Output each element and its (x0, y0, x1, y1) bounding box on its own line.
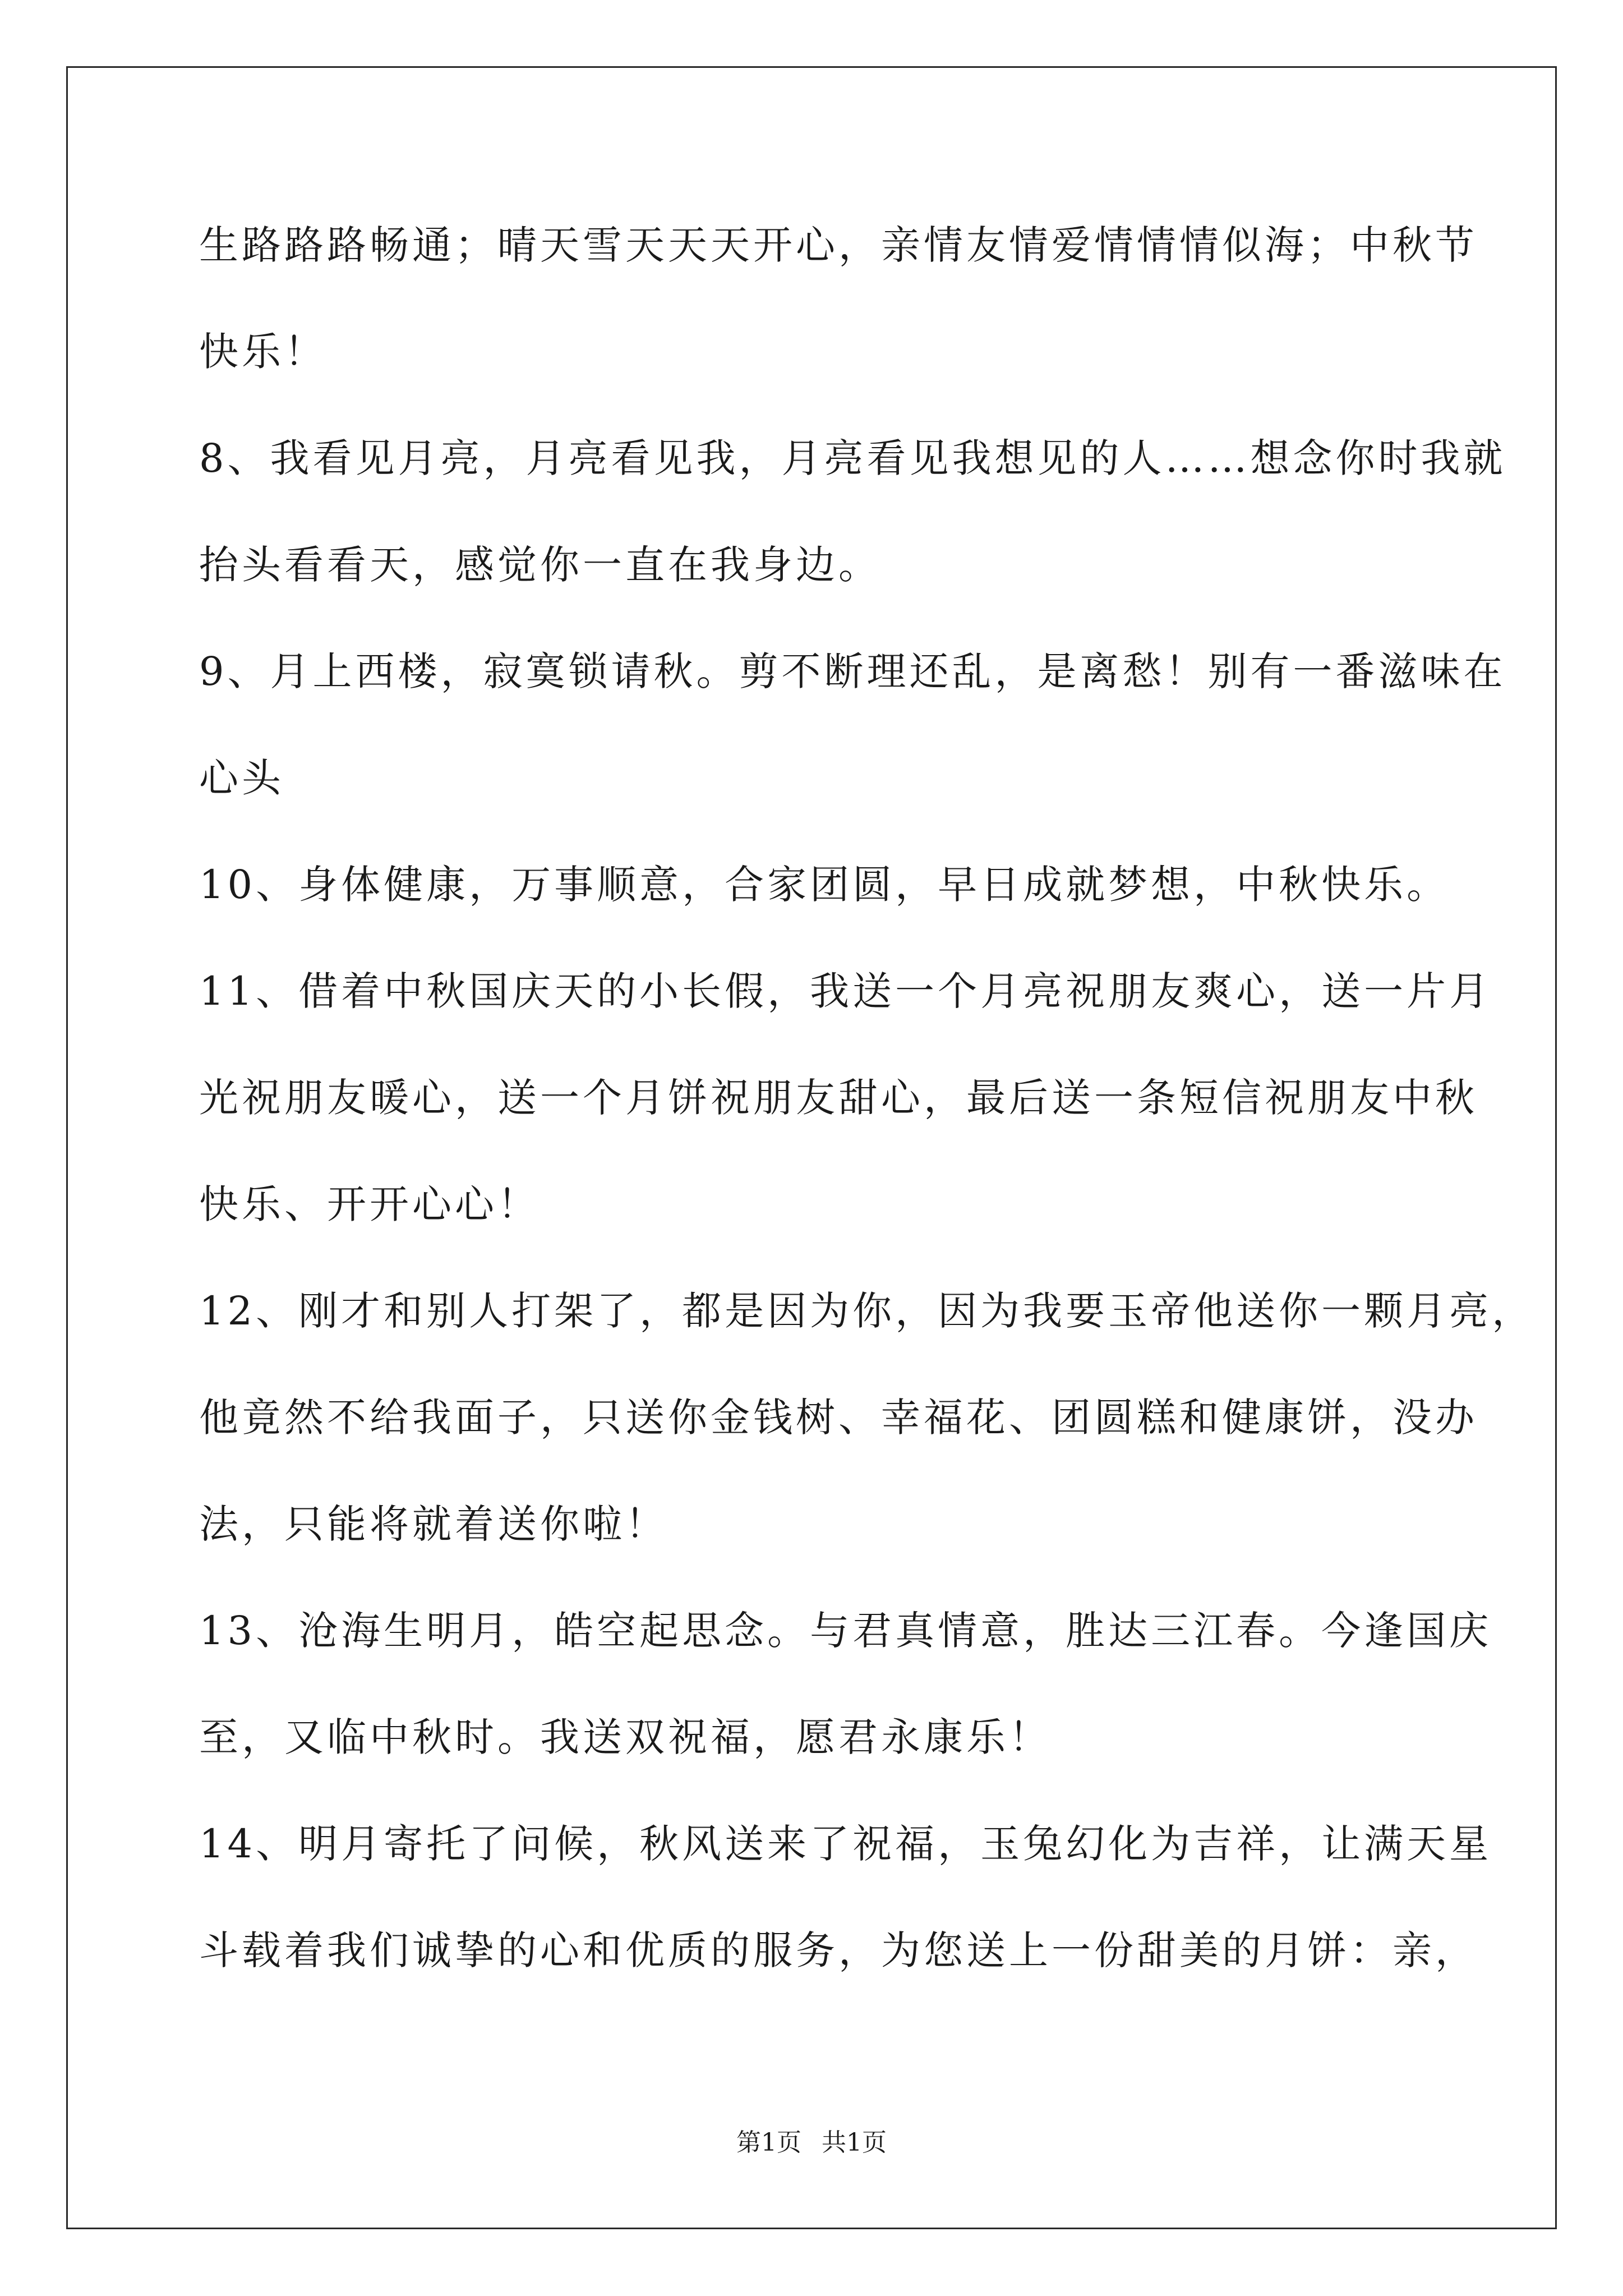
text-line: 斗载着我们诚挚的心和优质的服务，为您送上一份甜美的月饼：亲， (199, 1927, 1478, 1973)
text-line: 快乐！ (199, 329, 327, 375)
page-number: 第1页 (736, 2128, 801, 2157)
text-line: 12、刚才和别人打架了，都是因为你，因为我要玉帝他送你一颗月亮， (199, 1288, 1535, 1334)
text-line: 法，只能将就着送你啦！ (199, 1501, 668, 1547)
text-line: 13、沧海生明月，皓空起思念。与君真情意，胜达三江春。今逢国庆 (199, 1608, 1492, 1654)
text-line: 8、我看见月亮，月亮看见我，月亮看见我想见的人……想念你时我就 (199, 435, 1506, 481)
text-line: 至，又临中秋时。我送双祝福，愿君永康乐！ (199, 1714, 1052, 1760)
text-line: 14、明月寄托了问候，秋风送来了祝福，玉兔幻化为吉祥，让满天星 (199, 1821, 1492, 1867)
text-line: 心头 (199, 755, 284, 801)
document-body (199, 219, 1535, 2031)
text-line: 生路路路畅通；晴天雪天天天开心，亲情友情爱情情情似海；中秋节 (199, 222, 1478, 268)
page-footer (0, 2126, 1623, 2160)
text-line: 抬头看看天，感觉你一直在我身边。 (199, 542, 881, 588)
text-line: 9、月上西楼，寂寞锁请秋。剪不断理还乱，是离愁！别有一番滋味在 (199, 648, 1506, 694)
text-line: 11、借着中秋国庆天的小长假，我送一个月亮祝朋友爽心，送一片月 (199, 968, 1492, 1014)
text-line: 10、身体健康，万事顺意，合家团圆，早日成就梦想，中秋快乐。 (199, 862, 1450, 908)
page-count: 共1页 (822, 2128, 887, 2157)
text-line: 快乐、开开心心！ (199, 1181, 540, 1227)
text-line: 光祝朋友暖心，送一个月饼祝朋友甜心，最后送一条短信祝朋友中秋 (199, 1075, 1478, 1121)
text-line: 他竟然不给我面子，只送你金钱树、幸福花、团圆糕和健康饼，没办 (199, 1395, 1478, 1441)
